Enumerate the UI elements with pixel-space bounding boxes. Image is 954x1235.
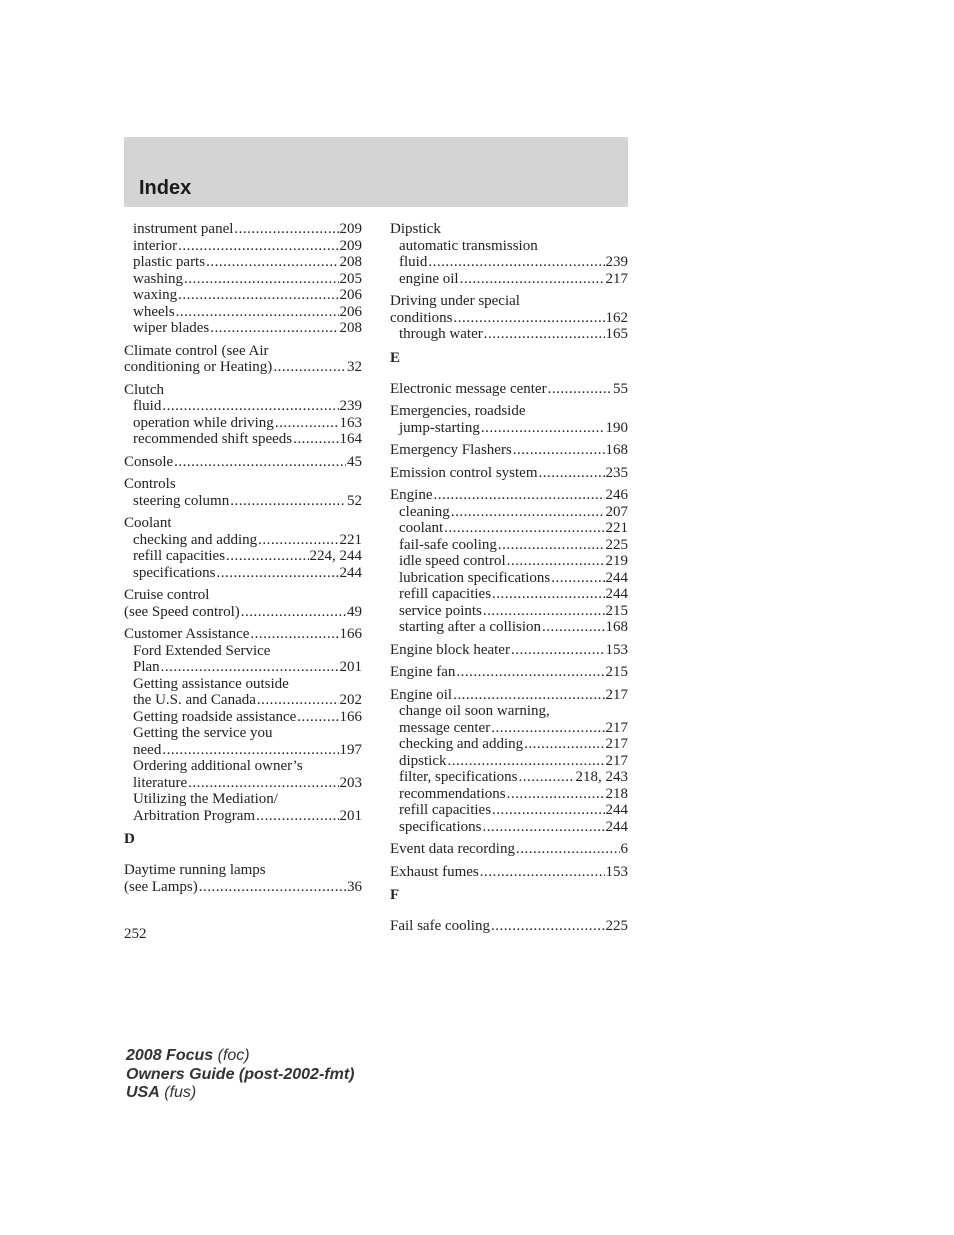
- dot-leader: [507, 786, 605, 803]
- entry-text: through water: [399, 326, 483, 342]
- index-entry: [390, 465, 628, 482]
- index-entry-line: [124, 382, 362, 399]
- entry-page-number: 246: [605, 487, 628, 503]
- index-subentry: [124, 287, 362, 304]
- entry-text: Daytime running lamps: [124, 862, 266, 878]
- index-subentry: [390, 553, 628, 570]
- index-subentry: [124, 238, 362, 255]
- entry-text: wheels: [133, 303, 175, 320]
- dot-leader: [273, 359, 346, 376]
- dot-leader: [162, 742, 338, 759]
- index-entry: [390, 664, 628, 681]
- entry-page-number: 244: [339, 564, 362, 581]
- entry-page-number: 49: [347, 603, 362, 620]
- entry-text: (see Lamps): [124, 878, 198, 895]
- index-subentry: [390, 586, 628, 603]
- index-subentry: [390, 520, 628, 537]
- index-subentry: [124, 320, 362, 337]
- index-entry-line: [124, 862, 362, 879]
- entry-text: Cruise control: [124, 587, 210, 603]
- entry-page-number: 206: [339, 287, 362, 303]
- index-subentry: [124, 692, 362, 709]
- entry-text: Fail safe cooling: [390, 918, 490, 934]
- dot-leader: [524, 736, 604, 753]
- entry-page-number: 52: [347, 492, 362, 509]
- index-subentry: [390, 537, 628, 554]
- footer-market: USA: [126, 1084, 160, 1101]
- dot-leader: [188, 775, 338, 792]
- entry-page-number: 239: [605, 254, 628, 270]
- index-subentry: [390, 819, 628, 836]
- index-entry: [124, 476, 362, 509]
- index-subentry: [124, 415, 362, 432]
- dot-leader: [460, 271, 605, 288]
- entry-text: jump-starting: [399, 419, 480, 436]
- entry-page-number: 202: [339, 692, 362, 708]
- entry-text: Arbitration Program: [133, 807, 256, 824]
- index-column-right: [390, 221, 628, 941]
- index-subentry: [124, 565, 362, 582]
- dot-leader: [491, 918, 605, 935]
- page-number: 252: [124, 926, 147, 942]
- dot-leader: [210, 320, 338, 337]
- entry-page-number: 219: [605, 553, 628, 569]
- index-entry: [390, 403, 628, 436]
- section-letter: D: [124, 831, 135, 847]
- index-subentry: [390, 238, 628, 255]
- entry-page-number: 217: [605, 686, 628, 703]
- dot-leader: [184, 271, 339, 288]
- entry-page-number: 225: [605, 536, 628, 553]
- index-entry-line: [124, 359, 362, 376]
- index-entry-line: [124, 604, 362, 621]
- index-entry: [390, 487, 628, 636]
- dot-leader: [481, 420, 605, 437]
- entry-page-number: 218, 243: [575, 769, 628, 785]
- entry-text: wiper blades: [133, 320, 210, 336]
- dot-leader: [241, 604, 346, 621]
- entry-page-number: 221: [605, 520, 628, 536]
- index-subentry: [124, 548, 362, 565]
- dot-leader: [516, 841, 620, 858]
- entry-text: washing: [133, 270, 183, 287]
- entry-text: Getting the service you: [133, 725, 273, 741]
- index-entry-line: [390, 864, 628, 881]
- entry-page-number: 168: [605, 442, 628, 458]
- index-subentry: [390, 254, 628, 271]
- entry-text: service points: [399, 602, 482, 619]
- index-entry: [124, 221, 362, 337]
- index-subentry: [124, 431, 362, 448]
- index-subentry: [390, 703, 628, 720]
- dot-leader: [206, 254, 338, 271]
- index-entry: [390, 221, 628, 287]
- index-subentry: [124, 676, 362, 693]
- entry-text: specifications: [399, 818, 482, 835]
- entry-text: Getting roadside assistance: [133, 708, 297, 725]
- index-subentry: [390, 504, 628, 521]
- index-subentry: [390, 603, 628, 620]
- entry-page-number: 208: [339, 320, 362, 336]
- entry-text: interior: [133, 237, 178, 254]
- index-subentry: [124, 643, 362, 660]
- dot-leader: [480, 864, 605, 881]
- index-subentry: [390, 570, 628, 587]
- dot-leader: [428, 254, 604, 271]
- index-entry-line: [390, 221, 628, 238]
- dot-leader: [293, 431, 338, 448]
- dot-leader: [257, 692, 339, 709]
- index-entry-line: [390, 403, 628, 420]
- index-entry: [390, 687, 628, 836]
- dot-leader: [448, 753, 605, 770]
- entry-page-number: 201: [339, 807, 362, 824]
- index-subentry: [124, 532, 362, 549]
- index-subentry: [124, 742, 362, 759]
- index-subentry: [390, 769, 628, 786]
- entry-text: Event data recording: [390, 841, 515, 857]
- index-entry: [124, 515, 362, 581]
- entry-text: recommended shift speeds: [133, 431, 293, 447]
- entry-page-number: 153: [605, 641, 628, 658]
- entry-text: Driving under special: [390, 293, 520, 309]
- entry-text: literature: [133, 774, 188, 791]
- index-subentry: [124, 271, 362, 288]
- entry-text: filter, specifications: [399, 769, 518, 785]
- index-subentry: [390, 420, 628, 437]
- entry-text: conditioning or Heating): [124, 359, 273, 375]
- dot-leader: [483, 603, 605, 620]
- dot-leader: [492, 802, 604, 819]
- entry-text: change oil soon warning,: [399, 703, 550, 719]
- entry-page-number: 36: [347, 878, 362, 895]
- entry-page-number: 244: [605, 818, 628, 835]
- entry-text: Dipstick: [390, 221, 441, 237]
- entry-page-number: 163: [339, 414, 362, 431]
- index-entry-line: [124, 515, 362, 532]
- index-subentry: [124, 221, 362, 238]
- dot-leader: [178, 238, 338, 255]
- dot-leader: [444, 520, 604, 537]
- dot-leader: [216, 565, 338, 582]
- footer-guide: Owners Guide (post-2002-fmt): [126, 1065, 355, 1083]
- entry-page-number: 190: [605, 419, 628, 436]
- entry-text: dipstick: [399, 752, 447, 769]
- entry-page-number: 244: [605, 802, 628, 818]
- entry-text: Emergency Flashers: [390, 442, 512, 458]
- entry-page-number: 225: [605, 918, 628, 934]
- entry-page-number: 6: [620, 841, 628, 857]
- entry-page-number: 217: [605, 752, 628, 769]
- entry-text: Getting assistance outside: [133, 675, 289, 692]
- dot-leader: [256, 808, 338, 825]
- entry-text: refill capacities: [399, 802, 492, 818]
- index-entry-line: [124, 626, 362, 643]
- dot-leader: [234, 221, 338, 238]
- entry-text: steering column: [133, 492, 230, 509]
- entry-text: idle speed control: [399, 553, 506, 569]
- index-subentry: [124, 725, 362, 742]
- entry-page-number: 208: [339, 254, 362, 270]
- index-entry: [124, 343, 362, 376]
- dot-leader: [250, 626, 338, 643]
- index-subentry: [124, 791, 362, 808]
- entry-text: Utilizing the Mediation/: [133, 791, 278, 807]
- index-header-bar: [124, 137, 628, 207]
- index-entry-line: [390, 687, 628, 704]
- entry-text: fail-safe cooling: [399, 536, 497, 553]
- index-entry-line: [390, 841, 628, 858]
- index-entry-line: [390, 442, 628, 459]
- dot-leader: [513, 442, 605, 459]
- footer-model: 2008 Focus: [126, 1047, 214, 1064]
- index-entry: [390, 918, 628, 935]
- entry-page-number: 168: [605, 619, 628, 635]
- entry-page-number: 239: [339, 398, 362, 414]
- entry-text: Ordering additional owner’s: [133, 758, 303, 774]
- entry-page-number: 207: [605, 503, 628, 520]
- dot-leader: [507, 553, 605, 570]
- entry-text: engine oil: [399, 270, 459, 287]
- entry-page-number: 209: [339, 237, 362, 254]
- entry-text: checking and adding: [133, 531, 258, 548]
- footer-model-code: (foc): [217, 1047, 250, 1064]
- section-letter: E: [390, 349, 401, 366]
- dot-leader: [451, 504, 605, 521]
- dot-leader: [258, 532, 338, 549]
- entry-text: operation while driving: [133, 414, 274, 431]
- entry-text: Climate control (see Air: [124, 342, 269, 359]
- entry-text: Customer Assistance: [124, 626, 250, 642]
- entry-page-number: 205: [339, 270, 362, 287]
- dot-leader: [178, 287, 338, 304]
- entry-page-number: 235: [605, 464, 628, 481]
- entry-page-number: 166: [339, 708, 362, 725]
- index-subentry: [390, 619, 628, 636]
- entry-text: checking and adding: [399, 736, 524, 752]
- index-subentry: [390, 753, 628, 770]
- entry-text: instrument panel: [133, 221, 234, 237]
- dot-leader: [176, 304, 339, 321]
- entry-page-number: 197: [339, 741, 362, 758]
- dot-leader: [226, 548, 308, 565]
- entry-page-number: 162: [605, 309, 628, 326]
- entry-text: starting after a collision: [399, 619, 542, 635]
- entry-text: cleaning: [399, 503, 450, 520]
- dot-leader: [162, 398, 338, 415]
- entry-text: Ford Extended Service: [133, 642, 271, 659]
- entry-text: waxing: [133, 287, 178, 303]
- entry-page-number: 217: [605, 736, 628, 752]
- entry-page-number: 165: [605, 326, 628, 342]
- index-entry: [390, 864, 628, 881]
- index-entry: [390, 841, 628, 858]
- index-subentry: [390, 736, 628, 753]
- entry-text: conditions: [390, 309, 453, 326]
- entry-page-number: 221: [339, 531, 362, 548]
- dot-leader: [511, 642, 605, 659]
- index-entry-line: [390, 465, 628, 482]
- entry-text: Emission control system: [390, 464, 538, 481]
- index-entry-line: [124, 476, 362, 493]
- index-entry-line: [390, 293, 628, 310]
- index-subentry: [124, 304, 362, 321]
- entry-page-number: 215: [605, 664, 628, 680]
- entry-page-number: 215: [605, 602, 628, 619]
- entry-page-number: 203: [339, 774, 362, 791]
- dot-leader: [519, 769, 575, 786]
- entry-text: specifications: [133, 564, 216, 581]
- index-subentry: [124, 398, 362, 415]
- entry-text: Engine oil: [390, 686, 453, 703]
- index-entry: [124, 626, 362, 824]
- dot-leader: [484, 326, 605, 343]
- index-subentry: [390, 802, 628, 819]
- entry-page-number: 166: [339, 626, 362, 642]
- dot-leader: [453, 687, 604, 704]
- dot-leader: [456, 664, 604, 681]
- dot-leader: [498, 537, 605, 554]
- entry-text: fluid: [399, 254, 428, 270]
- index-subentry: [124, 493, 362, 510]
- dot-leader: [454, 310, 605, 327]
- dot-leader: [230, 493, 346, 510]
- index-entry-line: [124, 343, 362, 360]
- dot-leader: [199, 879, 346, 896]
- index-subentry: [124, 808, 362, 825]
- entry-text: Exhaust fumes: [390, 863, 479, 880]
- dot-leader: [275, 415, 339, 432]
- index-subentry: [124, 709, 362, 726]
- entry-page-number: 217: [605, 719, 628, 736]
- index-entry: [124, 382, 362, 448]
- index-entry: [124, 587, 362, 620]
- dot-leader: [297, 709, 338, 726]
- entry-page-number: 206: [339, 303, 362, 320]
- index-entry-line: [390, 487, 628, 504]
- index-entry-line: [124, 879, 362, 896]
- entry-page-number: 201: [339, 659, 362, 675]
- entry-page-number: 32: [347, 359, 362, 375]
- entry-text: Engine fan: [390, 664, 456, 680]
- entry-text: message center: [399, 719, 491, 736]
- entry-text: fluid: [133, 398, 162, 414]
- entry-page-number: 217: [605, 270, 628, 287]
- index-entry-line: [390, 664, 628, 681]
- entry-text: the U.S. and Canada: [133, 692, 256, 708]
- index-entry-line: [390, 918, 628, 935]
- entry-text: (see Speed control): [124, 603, 240, 620]
- dot-leader: [174, 454, 346, 471]
- entry-text: plastic parts: [133, 254, 206, 270]
- index-subentry: [390, 271, 628, 288]
- dot-leader: [542, 619, 604, 636]
- entry-text: refill capacities: [133, 548, 226, 564]
- entry-text: Engine: [390, 487, 433, 503]
- entry-text: need: [133, 741, 162, 758]
- entry-text: Controls: [124, 476, 176, 492]
- entry-text: Engine block heater: [390, 641, 510, 658]
- index-entry: [390, 293, 628, 343]
- entry-page-number: 45: [347, 453, 362, 470]
- entry-text: lubrication specifications: [399, 569, 551, 586]
- entry-text: Plan: [133, 659, 160, 675]
- index-column-left: [124, 221, 362, 901]
- index-entry: [390, 442, 628, 459]
- dot-leader: [539, 465, 605, 482]
- index-entry: [124, 862, 362, 895]
- entry-text: automatic transmission: [399, 237, 538, 254]
- entry-text: recommendations: [399, 785, 506, 802]
- index-subentry: [390, 786, 628, 803]
- dot-leader: [482, 819, 604, 836]
- entry-page-number: 244: [605, 586, 628, 602]
- dot-leader: [434, 487, 605, 504]
- index-subentry: [124, 758, 362, 775]
- entry-page-number: 164: [339, 431, 362, 447]
- dot-leader: [492, 586, 604, 603]
- entry-page-number: 153: [605, 863, 628, 880]
- index-subentry: [124, 659, 362, 676]
- index-entry-line: [124, 454, 362, 471]
- index-subentry: [124, 254, 362, 271]
- entry-page-number: 55: [613, 380, 628, 397]
- index-entry-line: [390, 642, 628, 659]
- dot-leader: [161, 659, 339, 676]
- index-entry-line: [390, 310, 628, 327]
- index-entry: [390, 381, 628, 398]
- index-subentry: [390, 720, 628, 737]
- dot-leader: [551, 570, 604, 587]
- entry-page-number: 224, 244: [309, 548, 362, 564]
- index-entry: [390, 642, 628, 659]
- index-entry-line: [124, 587, 362, 604]
- index-entry-line: [390, 381, 628, 398]
- index-subentry: [390, 326, 628, 343]
- entry-page-number: 218: [605, 785, 628, 802]
- dot-leader: [548, 381, 612, 398]
- page-title: Index: [139, 177, 192, 199]
- entry-text: Electronic message center: [390, 380, 547, 397]
- footer-market-code: (fus): [164, 1084, 197, 1101]
- entry-page-number: 209: [339, 221, 362, 237]
- index-subentry: [124, 775, 362, 792]
- document-footer: [126, 1047, 354, 1103]
- index-entry: [124, 454, 362, 471]
- section-letter: F: [390, 887, 400, 903]
- dot-leader: [491, 720, 604, 737]
- entry-text: Console: [124, 453, 174, 470]
- entry-text: refill capacities: [399, 586, 492, 602]
- entry-page-number: 244: [605, 569, 628, 586]
- entry-text: Emergencies, roadside: [390, 403, 526, 419]
- entry-text: Coolant: [124, 515, 172, 531]
- entry-text: coolant: [399, 520, 444, 536]
- entry-text: Clutch: [124, 381, 164, 398]
